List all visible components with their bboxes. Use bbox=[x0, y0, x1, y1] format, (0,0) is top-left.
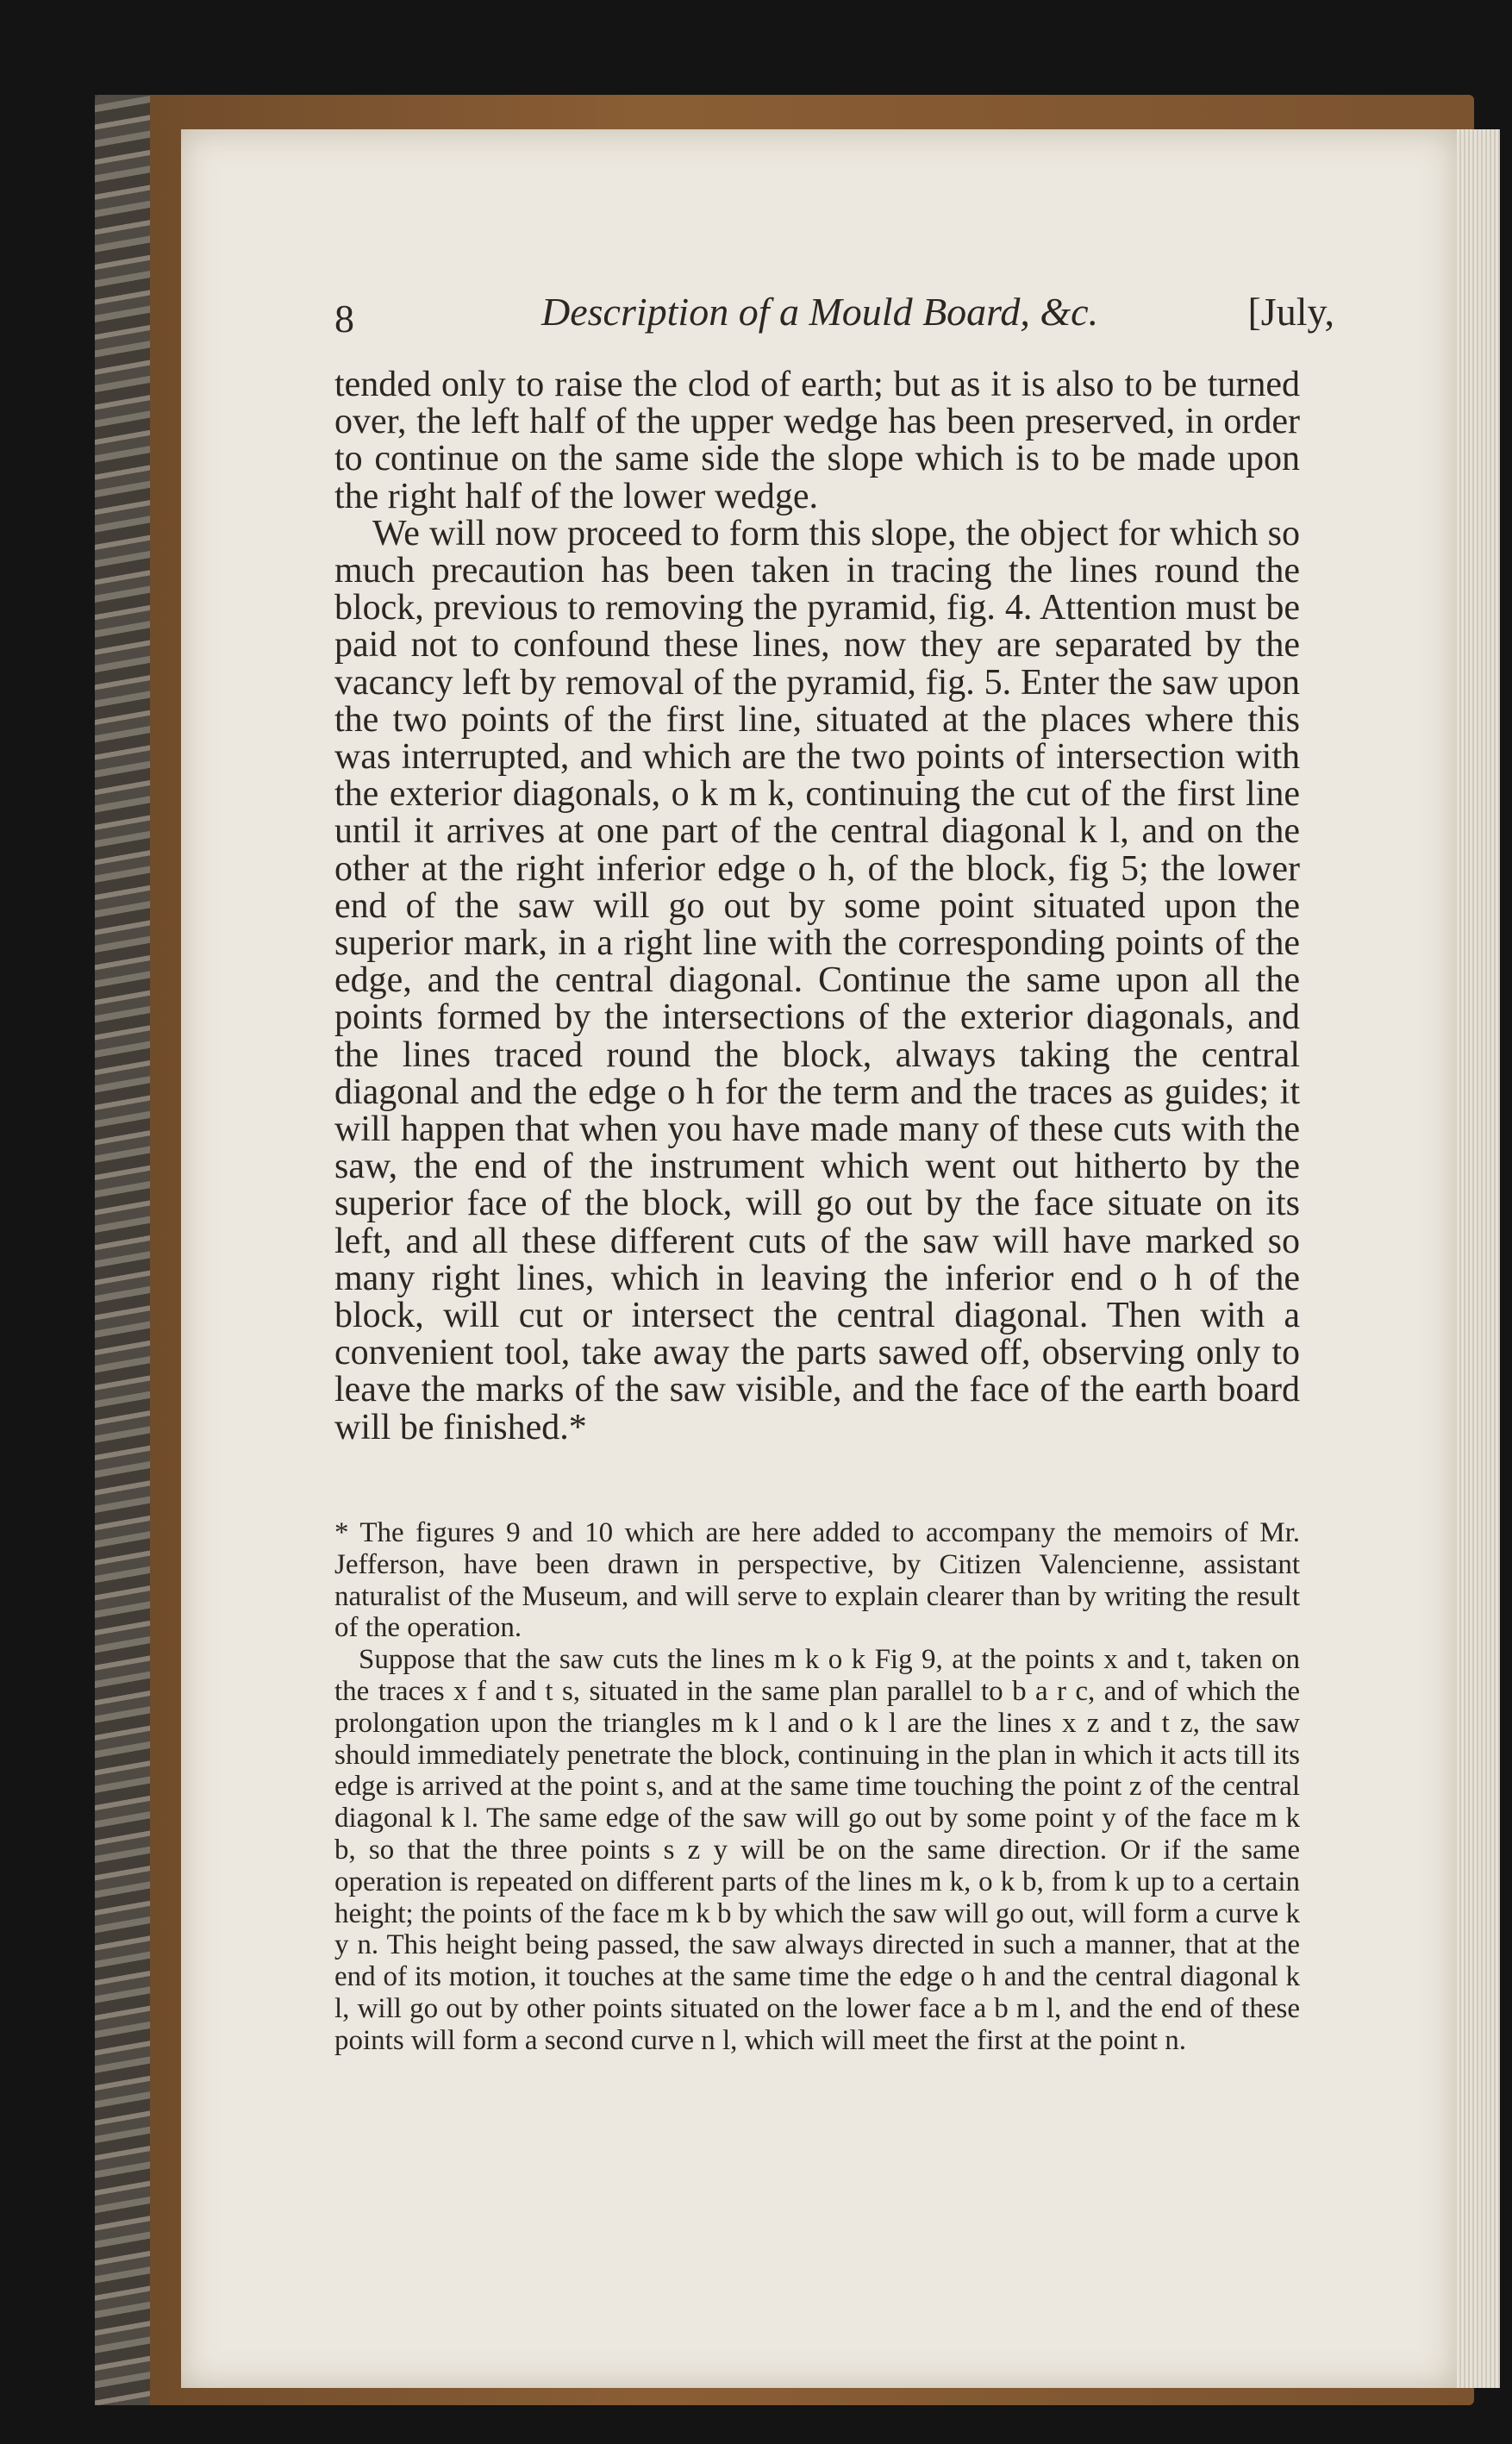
marbled-endpaper bbox=[95, 95, 150, 2405]
book-page bbox=[181, 129, 1457, 2388]
main-text bbox=[334, 366, 1300, 1447]
paragraph-continuation: tended only to raise the clod of earth; but as it is also to be turned over, the left half of the upper wedge has been preserved, in order to continue on the same side the slope which is to be made upon the right half of the lower wedge. bbox=[334, 365, 1300, 516]
page-number: 8 bbox=[334, 297, 354, 341]
paragraph-slope: We will now proceed to form this slope, the object for which so much precaution has been taken in tracing the lines round the block, previous to removing the pyramid, fig. 4. Attention must be paid not to confound these lines, now they are separated by the vacancy left by removal of the pyramid, fig. 5. Enter the saw upon the two points of the first line, situated at the places where this was interrupted, and which are the two points of intersection with the exterior diagonals, o k m k, continuing the cut of the first line until it arrives at one part of the central diagonal k l, and on the other at the right inferior edge o h, of the block, fig 5; the lower end of the saw will go out by some point situated upon the superior mark, in a right line with the corresponding points of the edge, and the central diagonal. Continue the same upon all the points formed by the intersections of the exterior diagonals, and the lines traced round the block, always taking the central diagonal and the edge o h for the term and the traces as guides; it will happen that when you have made many of these cuts with the saw, the end of the instrument which went out hitherto by the superior face of the block, will go out by the face situate on its left, and all these different cuts of the saw will have marked so many right lines, which in leaving the inferior end o h of the block, will cut or intersect the central diagonal. Then with a convenient tool, take away the parts sawed off, observing only to leave the marks of the saw visible, and the face of the earth board will be finished.* bbox=[334, 513, 1300, 1447]
footnote-figures: * The figures 9 and 10 which are here added to accompany the memoirs of Mr. Jefferson, have been drawn in perspective, by Citizen Valencienne, assistant naturalist of the Museum, and will serve to explain clearer than by writing the result of the operation. bbox=[334, 1517, 1300, 1644]
footnote-block bbox=[334, 1517, 1300, 2057]
footnote-explanation: Suppose that the saw cuts the lines m k o k Fig 9, at the points x and t, taken on the traces x f and t s, situated in the same plan parallel to b a r c, and of which the prolongation upon the triangles m k l and o k l are the lines x z and t z, the saw should immediately penetrate the block, continuing in the plan in which it acts till its edge is arrived at the point s, and at the same time touching the point z of the central diagonal k l. The same edge of the saw will go out by some point y of the face m k b, so that the three points s z y will be on the same direction. Or if the same operation is repeated on different parts of the lines m k, o k b, from k up to a certain height; the points of the face m k b by which the saw will go out, will form a curve k y n. This height being passed, the saw always directed in such a manner, that at the end of its motion, it touches at the same time the edge o h and the central diagonal k l, will go out by other points situated on the lower face a b m l, and the end of these points will form a second curve n l, which will meet the first at the point n. bbox=[334, 1644, 1300, 2056]
running-month: [July, bbox=[1247, 290, 1334, 334]
page-header bbox=[334, 289, 1334, 349]
running-title: Description of a Mould Board, &c. bbox=[541, 290, 1099, 334]
